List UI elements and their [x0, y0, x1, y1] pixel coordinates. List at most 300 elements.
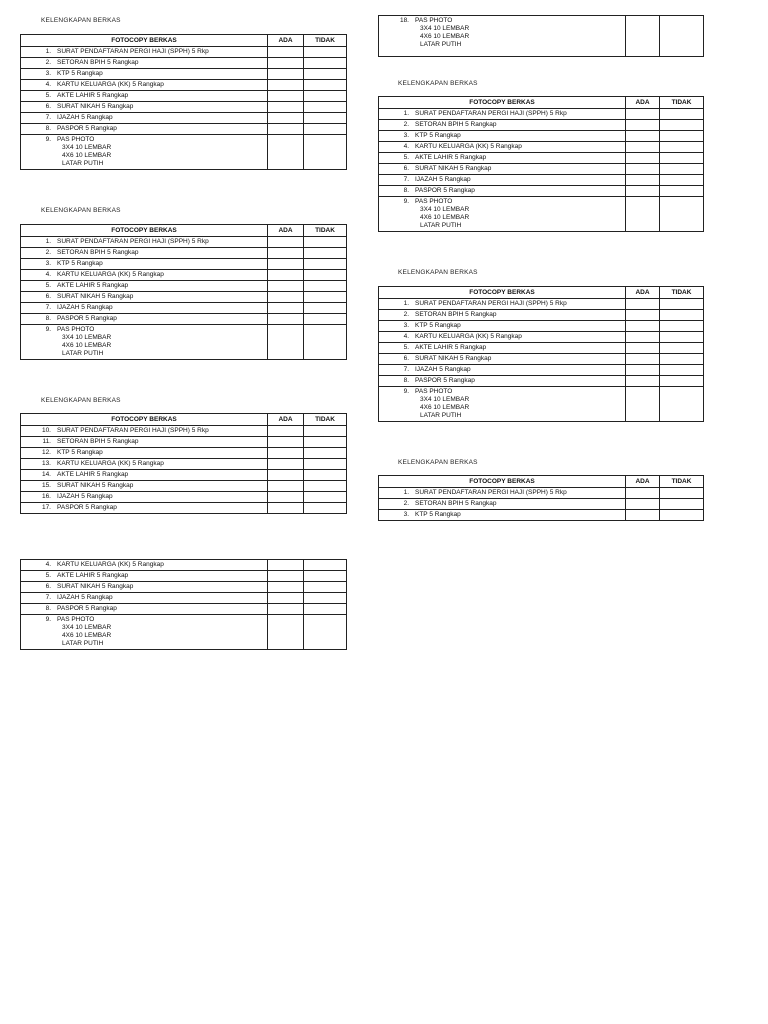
tidak-cell[interactable] [660, 310, 704, 321]
table-row [379, 510, 704, 521]
tidak-cell[interactable] [304, 437, 347, 448]
item-number: 12. [41, 449, 51, 456]
item-number: 2. [403, 500, 409, 507]
table-row [379, 175, 704, 186]
item-label: PAS PHOTO [415, 198, 453, 205]
table-row [21, 492, 347, 503]
table-row [21, 292, 347, 303]
ada-cell[interactable] [268, 503, 304, 514]
table-row [21, 448, 347, 459]
tidak-cell[interactable] [304, 604, 347, 615]
item-label: IJAZAH 5 Rangkap [415, 366, 471, 373]
table-row [379, 488, 704, 499]
checklist-table [20, 224, 347, 360]
table-header-row [21, 35, 347, 47]
table-row [21, 281, 347, 292]
table-row [379, 131, 704, 142]
ada-cell[interactable] [268, 124, 304, 135]
item-label: SURAT NIKAH 5 Rangkap [415, 355, 492, 362]
ada-cell[interactable] [268, 314, 304, 325]
table-row [21, 80, 347, 91]
item-number: 4. [45, 271, 51, 278]
ada-cell[interactable] [268, 80, 304, 91]
item-label: KARTU KELUARGA (KK) 5 Rangkap [415, 143, 522, 150]
tidak-cell[interactable] [660, 343, 704, 354]
item-number: 7. [45, 594, 51, 601]
tidak-cell[interactable] [304, 481, 347, 492]
item-number: 2. [45, 59, 51, 66]
item-label: KTP 5 Rangkap [415, 132, 461, 139]
tidak-cell[interactable] [660, 197, 704, 232]
item-number: 5. [403, 344, 409, 351]
item-label: SURAT PENDAFTARAN PERGI HAJI (SPPH) 5 Rkp [415, 110, 567, 117]
ada-cell[interactable] [268, 492, 304, 503]
table-header-row [379, 476, 704, 488]
tidak-cell[interactable] [660, 131, 704, 142]
item-label: IJAZAH 5 Rangkap [57, 114, 113, 121]
tidak-cell[interactable] [304, 571, 347, 582]
item-number: 3. [403, 511, 409, 518]
table-row [21, 124, 347, 135]
item-label: SETORAN BPIH 5 Rangkap [57, 249, 139, 256]
table-row [21, 113, 347, 124]
tidak-cell[interactable] [304, 47, 347, 58]
item-number: 6. [45, 583, 51, 590]
item-label: PASPOR 5 Rangkap [57, 315, 117, 322]
photo-background: LATAR PUTIH [62, 350, 104, 357]
item-number: 1. [403, 489, 409, 496]
tidak-cell[interactable] [304, 303, 347, 314]
header-tidak: TIDAK [660, 97, 704, 109]
ada-cell[interactable] [268, 135, 304, 170]
item-number: 9. [403, 198, 409, 205]
photo-size-3x4: 3X4 10 LEMBAR [420, 206, 470, 213]
tidak-cell[interactable] [660, 120, 704, 131]
tidak-cell[interactable] [304, 560, 347, 571]
checklist-table [378, 286, 704, 422]
tidak-cell[interactable] [304, 91, 347, 102]
item-label: SETORAN BPIH 5 Rangkap [415, 311, 497, 318]
tidak-cell[interactable] [304, 448, 347, 459]
item-number: 16. [41, 493, 51, 500]
table-row [379, 164, 704, 175]
table-row [379, 376, 704, 387]
ada-cell[interactable] [268, 248, 304, 259]
ada-cell[interactable] [626, 510, 660, 521]
ada-cell[interactable] [268, 303, 304, 314]
item-number: 17. [41, 504, 51, 511]
ada-cell[interactable] [268, 325, 304, 360]
item-number: 13. [41, 460, 51, 467]
item-number: 5. [45, 282, 51, 289]
table-row [379, 197, 704, 232]
tidak-cell[interactable] [304, 492, 347, 503]
ada-cell[interactable] [626, 376, 660, 387]
ada-cell[interactable] [268, 481, 304, 492]
item-number: 8. [403, 377, 409, 384]
ada-cell[interactable] [268, 437, 304, 448]
ada-cell[interactable] [268, 47, 304, 58]
tidak-cell[interactable] [660, 16, 704, 57]
item-label: IJAZAH 5 Rangkap [57, 304, 113, 311]
tidak-cell[interactable] [660, 142, 704, 153]
item-number: 6. [45, 103, 51, 110]
item-label: PAS PHOTO [415, 388, 453, 395]
tidak-cell[interactable] [660, 332, 704, 343]
header-tidak: TIDAK [660, 476, 704, 488]
item-label: SURAT NIKAH 5 Rangkap [57, 482, 134, 489]
table-row [379, 365, 704, 376]
tidak-cell[interactable] [304, 124, 347, 135]
table-row [21, 426, 347, 437]
item-label: SURAT NIKAH 5 Rangkap [415, 165, 492, 172]
table-row [21, 259, 347, 270]
item-label: SURAT PENDAFTARAN PERGI HAJI (SPPH) 5 Rkp [57, 238, 209, 245]
ada-cell[interactable] [626, 387, 660, 422]
tidak-cell[interactable] [304, 58, 347, 69]
item-number: 8. [45, 315, 51, 322]
item-label: KTP 5 Rangkap [57, 449, 103, 456]
tidak-cell[interactable] [304, 459, 347, 470]
item-number: 1. [45, 48, 51, 55]
tidak-cell[interactable] [304, 80, 347, 91]
header-item: FOTOCOPY BERKAS [21, 225, 268, 237]
tidak-cell[interactable] [660, 376, 704, 387]
ada-cell[interactable] [268, 582, 304, 593]
ada-cell[interactable] [268, 459, 304, 470]
item-number: 11. [42, 438, 51, 445]
item-number: 6. [403, 165, 409, 172]
item-number: 8. [403, 187, 409, 194]
table-row [21, 248, 347, 259]
item-number: 6. [403, 355, 409, 362]
item-label: KTP 5 Rangkap [57, 260, 103, 267]
tidak-cell[interactable] [304, 582, 347, 593]
ada-cell[interactable] [268, 604, 304, 615]
item-label: PAS PHOTO [57, 326, 95, 333]
tidak-cell[interactable] [660, 510, 704, 521]
ada-cell[interactable] [626, 310, 660, 321]
ada-cell[interactable] [626, 142, 660, 153]
ada-cell[interactable] [268, 615, 304, 650]
ada-cell[interactable] [268, 259, 304, 270]
tidak-cell[interactable] [660, 109, 704, 120]
tidak-cell[interactable] [304, 237, 347, 248]
item-number: 2. [45, 249, 51, 256]
checklist-table [20, 559, 347, 650]
item-number: 1. [403, 110, 409, 117]
item-number: 1. [403, 300, 409, 307]
item-label: AKTE LAHIR 5 Rangkap [415, 344, 487, 351]
tidak-cell[interactable] [660, 499, 704, 510]
table-row [21, 481, 347, 492]
table-row [379, 153, 704, 164]
table-row [21, 314, 347, 325]
ada-cell[interactable] [626, 109, 660, 120]
checklist-table [378, 15, 704, 57]
checklist-table [20, 413, 347, 514]
section-caption: KELENGKAPAN BERKAS [398, 80, 478, 87]
item-label: PAS PHOTO [57, 616, 95, 623]
item-number: 7. [45, 304, 51, 311]
item-label: KTP 5 Rangkap [415, 322, 461, 329]
tidak-cell[interactable] [660, 321, 704, 332]
ada-cell[interactable] [626, 153, 660, 164]
table-row [21, 91, 347, 102]
tidak-cell[interactable] [304, 503, 347, 514]
ada-cell[interactable] [626, 186, 660, 197]
item-number: 4. [403, 333, 409, 340]
item-label: SETORAN BPIH 5 Rangkap [57, 438, 139, 445]
table-row [379, 109, 704, 120]
item-label: IJAZAH 5 Rangkap [57, 493, 113, 500]
item-label: SURAT NIKAH 5 Rangkap [57, 103, 134, 110]
tidak-cell[interactable] [660, 354, 704, 365]
table-header-row [379, 287, 704, 299]
item-number: 2. [403, 121, 409, 128]
table-row [21, 503, 347, 514]
photo-size-4x6: 4X6 10 LEMBAR [420, 404, 470, 411]
table-row [379, 310, 704, 321]
header-ada: ADA [268, 35, 304, 47]
table-row [21, 69, 347, 80]
item-label: AKTE LAHIR 5 Rangkap [57, 572, 129, 579]
ada-cell[interactable] [268, 102, 304, 113]
item-number: 6. [45, 293, 51, 300]
table-header-row [379, 97, 704, 109]
ada-cell[interactable] [268, 292, 304, 303]
item-label: SETORAN BPIH 5 Rangkap [415, 121, 497, 128]
tidak-cell[interactable] [304, 69, 347, 80]
item-number: 7. [403, 366, 409, 373]
table-row [21, 270, 347, 281]
tidak-cell[interactable] [660, 164, 704, 175]
tidak-cell[interactable] [304, 593, 347, 604]
ada-cell[interactable] [626, 343, 660, 354]
item-label: KARTU KELUARGA (KK) 5 Rangkap [57, 81, 164, 88]
ada-cell[interactable] [626, 499, 660, 510]
item-label: PAS PHOTO [57, 136, 95, 143]
item-label: SURAT PENDAFTARAN PERGI HAJI (SPPH) 5 Rkp [415, 489, 567, 496]
header-item: FOTOCOPY BERKAS [379, 476, 626, 488]
ada-cell[interactable] [268, 470, 304, 481]
ada-cell[interactable] [268, 281, 304, 292]
item-label: KARTU KELUARGA (KK) 5 Rangkap [57, 460, 164, 467]
ada-cell[interactable] [268, 571, 304, 582]
table-row [21, 237, 347, 248]
tidak-cell[interactable] [304, 248, 347, 259]
section-caption: KELENGKAPAN BERKAS [41, 207, 121, 214]
photo-size-4x6: 4X6 10 LEMBAR [420, 214, 470, 221]
photo-background: LATAR PUTIH [62, 640, 104, 647]
table-header-row [21, 414, 347, 426]
ada-cell[interactable] [268, 58, 304, 69]
table-row [21, 470, 347, 481]
item-number: 4. [403, 143, 409, 150]
table-row [379, 16, 704, 57]
photo-background: LATAR PUTIH [62, 160, 104, 167]
ada-cell[interactable] [626, 299, 660, 310]
checklist-table [378, 475, 704, 521]
photo-size-3x4: 3X4 10 LEMBAR [62, 334, 112, 341]
table-row [21, 604, 347, 615]
ada-cell[interactable] [626, 321, 660, 332]
item-label: KTP 5 Rangkap [415, 511, 461, 518]
header-ada: ADA [626, 287, 660, 299]
item-number: 7. [403, 176, 409, 183]
table-row [21, 459, 347, 470]
header-tidak: TIDAK [304, 225, 347, 237]
item-number: 3. [45, 70, 51, 77]
item-label: SURAT PENDAFTARAN PERGI HAJI (SPPH) 5 Rkp [415, 300, 567, 307]
ada-cell[interactable] [626, 354, 660, 365]
table-row [379, 321, 704, 332]
ada-cell[interactable] [268, 237, 304, 248]
ada-cell[interactable] [626, 365, 660, 376]
ada-cell[interactable] [626, 120, 660, 131]
item-label: AKTE LAHIR 5 Rangkap [57, 92, 129, 99]
tidak-cell[interactable] [660, 387, 704, 422]
table-row [21, 582, 347, 593]
item-label: SURAT NIKAH 5 Rangkap [57, 293, 134, 300]
ada-cell[interactable] [268, 69, 304, 80]
item-label: AKTE LAHIR 5 Rangkap [415, 154, 487, 161]
tidak-cell[interactable] [660, 488, 704, 499]
table-row [21, 102, 347, 113]
item-number: 9. [403, 388, 409, 395]
tidak-cell[interactable] [660, 299, 704, 310]
tidak-cell[interactable] [304, 135, 347, 170]
section-caption: KELENGKAPAN BERKAS [398, 459, 478, 466]
item-number: 2. [403, 311, 409, 318]
item-label: SURAT PENDAFTARAN PERGI HAJI (SPPH) 5 Rkp [57, 427, 209, 434]
tidak-cell[interactable] [304, 292, 347, 303]
tidak-cell[interactable] [304, 325, 347, 360]
item-label: AKTE LAHIR 5 Rangkap [57, 471, 129, 478]
checklist-table [20, 34, 347, 170]
header-tidak: TIDAK [304, 414, 347, 426]
table-row [379, 186, 704, 197]
tidak-cell[interactable] [304, 314, 347, 325]
photo-background: LATAR PUTIH [420, 222, 462, 229]
tidak-cell[interactable] [304, 102, 347, 113]
item-number: 5. [403, 154, 409, 161]
item-label: AKTE LAHIR 5 Rangkap [57, 282, 129, 289]
ada-cell[interactable] [268, 593, 304, 604]
ada-cell[interactable] [626, 16, 660, 57]
table-row [21, 560, 347, 571]
ada-cell[interactable] [268, 91, 304, 102]
tidak-cell[interactable] [304, 259, 347, 270]
item-label: PAS PHOTO [415, 17, 453, 24]
photo-background: LATAR PUTIH [420, 412, 462, 419]
item-number: 1. [45, 238, 51, 245]
section-caption: KELENGKAPAN BERKAS [398, 269, 478, 276]
item-label: PASPOR 5 Rangkap [415, 187, 475, 194]
item-label: KTP 5 Rangkap [57, 70, 103, 77]
item-number: 7. [45, 114, 51, 121]
ada-cell[interactable] [268, 426, 304, 437]
header-item: FOTOCOPY BERKAS [21, 414, 268, 426]
header-item: FOTOCOPY BERKAS [379, 97, 626, 109]
photo-size-3x4: 3X4 10 LEMBAR [62, 624, 112, 631]
header-item: FOTOCOPY BERKAS [21, 35, 268, 47]
table-row [379, 343, 704, 354]
item-number: 9. [45, 326, 51, 333]
tidak-cell[interactable] [304, 426, 347, 437]
tidak-cell[interactable] [660, 153, 704, 164]
ada-cell[interactable] [626, 131, 660, 142]
item-label: KARTU KELUARGA (KK) 5 Rangkap [57, 561, 164, 568]
photo-size-3x4: 3X4 10 LEMBAR [420, 396, 470, 403]
photo-size-3x4: 3X4 10 LEMBAR [420, 25, 470, 32]
item-number: 18. [399, 17, 409, 24]
tidak-cell[interactable] [660, 365, 704, 376]
tidak-cell[interactable] [304, 470, 347, 481]
photo-size-4x6: 4X6 10 LEMBAR [62, 152, 112, 159]
table-row [21, 58, 347, 69]
item-label: SETORAN BPIH 5 Rangkap [415, 500, 497, 507]
ada-cell[interactable] [626, 164, 660, 175]
item-label: PASPOR 5 Rangkap [57, 605, 117, 612]
item-number: 9. [45, 616, 51, 623]
ada-cell[interactable] [626, 175, 660, 186]
checklist-table [378, 96, 704, 232]
table-row [21, 325, 347, 360]
ada-cell[interactable] [268, 270, 304, 281]
ada-cell[interactable] [268, 560, 304, 571]
table-row [379, 332, 704, 343]
item-number: 14. [41, 471, 51, 478]
item-number: 10. [41, 427, 51, 434]
item-number: 4. [45, 81, 51, 88]
item-number: 3. [45, 260, 51, 267]
table-row [379, 387, 704, 422]
item-number: 3. [403, 132, 409, 139]
ada-cell[interactable] [626, 488, 660, 499]
tidak-cell[interactable] [304, 270, 347, 281]
header-ada: ADA [626, 97, 660, 109]
tidak-cell[interactable] [304, 281, 347, 292]
table-header-row [21, 225, 347, 237]
ada-cell[interactable] [268, 448, 304, 459]
photo-background: LATAR PUTIH [420, 41, 462, 48]
ada-cell[interactable] [268, 113, 304, 124]
ada-cell[interactable] [626, 332, 660, 343]
tidak-cell[interactable] [660, 175, 704, 186]
table-row [21, 571, 347, 582]
item-label: IJAZAH 5 Rangkap [57, 594, 113, 601]
item-number: 3. [403, 322, 409, 329]
photo-size-4x6: 4X6 10 LEMBAR [62, 632, 112, 639]
table-row [379, 120, 704, 131]
ada-cell[interactable] [626, 197, 660, 232]
item-label: IJAZAH 5 Rangkap [415, 176, 471, 183]
table-row [21, 615, 347, 650]
section-caption: KELENGKAPAN BERKAS [41, 397, 121, 404]
table-row [379, 142, 704, 153]
item-label: KARTU KELUARGA (KK) 5 Rangkap [415, 333, 522, 340]
header-ada: ADA [268, 225, 304, 237]
item-label: PASPOR 5 Rangkap [57, 125, 117, 132]
table-row [21, 47, 347, 58]
tidak-cell[interactable] [304, 615, 347, 650]
item-number: 8. [45, 125, 51, 132]
header-ada: ADA [268, 414, 304, 426]
tidak-cell[interactable] [304, 113, 347, 124]
tidak-cell[interactable] [660, 186, 704, 197]
item-label: KARTU KELUARGA (KK) 5 Rangkap [57, 271, 164, 278]
